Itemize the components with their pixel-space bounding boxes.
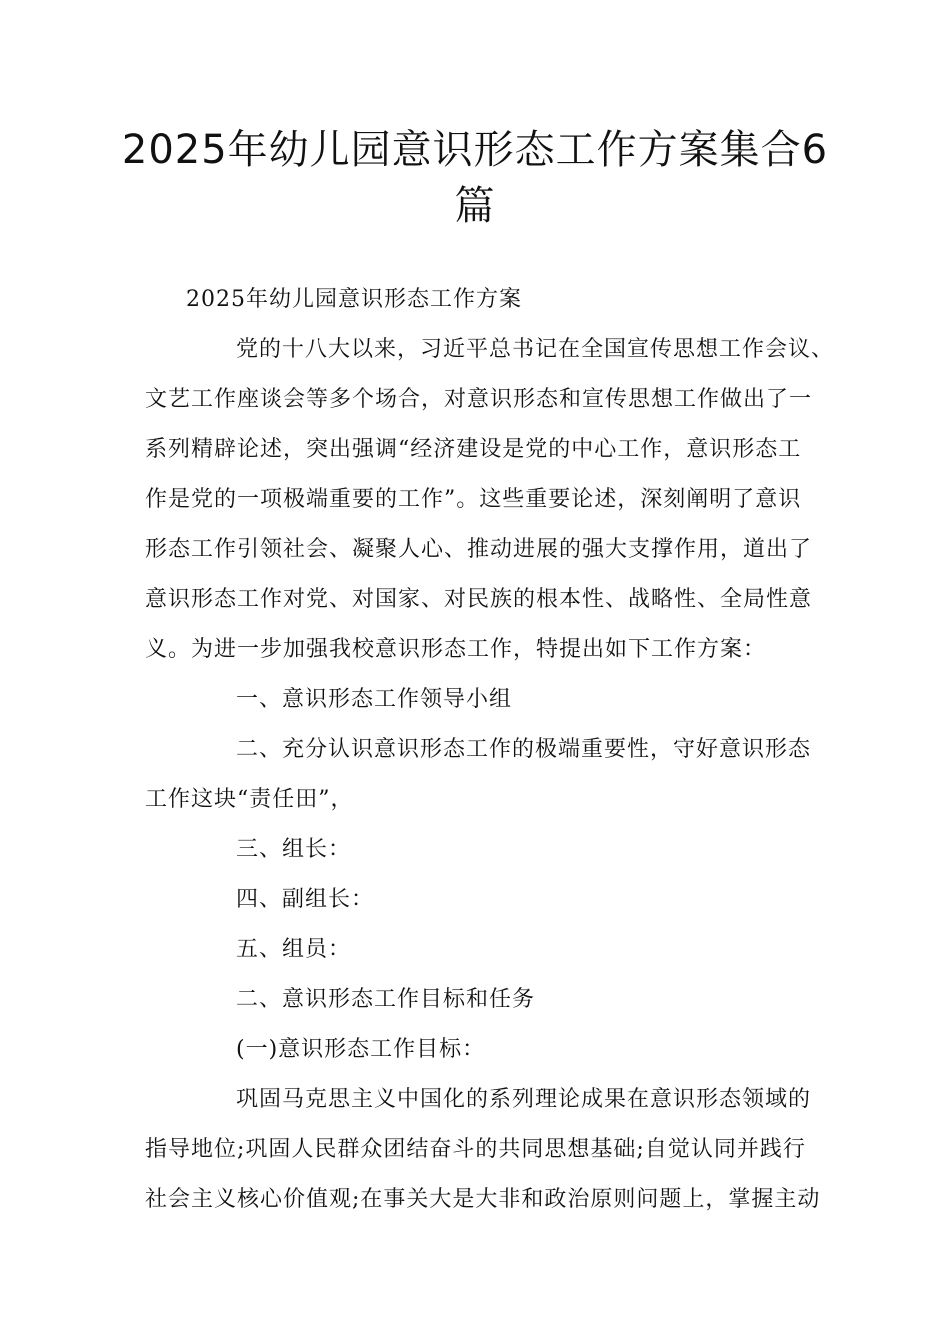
paragraph-line: 党的十八大以来，习近平总书记在全国宣传思想工作会议、: [236, 337, 835, 362]
paragraph-line: 形态工作引领社会、凝聚人心、推动进展的强大支撑作用，道出了: [145, 537, 813, 562]
document-title: 2025年幼儿园意识形态工作方案集合6篇: [121, 127, 829, 229]
paragraph-line: 意识形态工作对党、对国家、对民族的根本性、战略性、全局性意: [145, 587, 813, 612]
section-heading: 五、组员：: [236, 937, 352, 962]
section-heading: 四、副组长：: [236, 887, 375, 912]
subsection-heading: (一)意识形态工作目标：: [236, 1037, 486, 1062]
paragraph-line: 作是党的一项极端重要的工作”。这些重要论述，深刻阐明了意识: [145, 487, 802, 512]
section-heading: 二、充分认识意识形态工作的极端重要性，守好意识形态: [236, 737, 812, 762]
paragraph-line: 指导地位;巩固人民群众团结奋斗的共同思想基础;自觉认同并践行: [145, 1137, 806, 1162]
paragraph-line: 社会主义核心价值观;在事关大是大非和政治原则问题上，掌握主动: [145, 1187, 821, 1212]
paragraph-line: 工作这块“责任田”，: [145, 787, 354, 812]
paragraph-line: 义。为进一步加强我校意识形态工作，特提出如下工作方案：: [145, 637, 767, 662]
section-subtitle: 2025年幼儿园意识形态工作方案: [186, 287, 522, 312]
section-heading: 二、意识形态工作目标和任务: [236, 987, 536, 1012]
paragraph-line: 系列精辟论述，突出强调“经济建设是党的中心工作，意识形态工: [145, 437, 802, 462]
paragraph-line: 巩固马克思主义中国化的系列理论成果在意识形态领域的: [236, 1087, 812, 1112]
section-heading: 三、组长：: [236, 837, 352, 862]
paragraph-line: 文艺工作座谈会等多个场合，对意识形态和宣传思想工作做出了一: [145, 387, 813, 412]
section-heading: 一、意识形态工作领导小组: [236, 687, 513, 712]
